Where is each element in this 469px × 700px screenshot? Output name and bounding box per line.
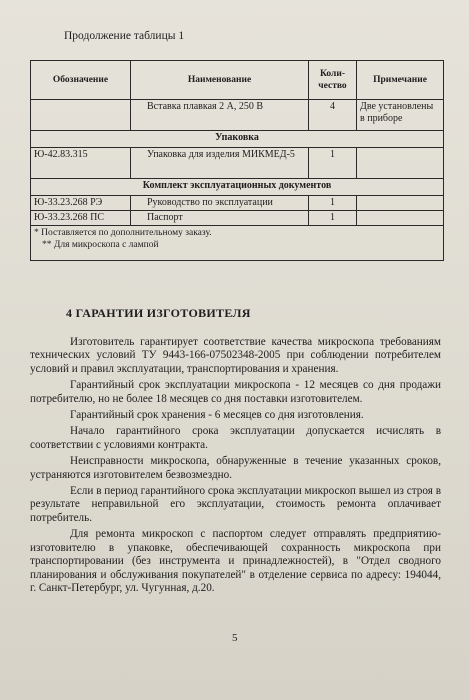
cell-designation: [31, 100, 131, 131]
header-name: Наименование: [131, 61, 309, 100]
paragraph: Неисправности микроскопа, обнаруженные в течение указанных сроков, устраняются изготовителем безвозмездно.: [30, 455, 441, 481]
cell-name: Упаковка для изделия МИКМЕД-5: [131, 148, 309, 179]
footnotes-cell: [31, 226, 444, 261]
cell-quantity: 1: [309, 211, 357, 226]
cell-quantity: 1: [309, 148, 357, 179]
cell-note: [357, 148, 444, 179]
warranty-text: [30, 336, 441, 598]
paragraph: Начало гарантийного срока эксплуатации допускается исчислять в соответствии с условиями контракта.: [30, 425, 441, 451]
cell-designation: Ю-33.23.268 ПС: [31, 211, 131, 226]
section-packaging: Упаковка: [31, 131, 444, 148]
table-row: [31, 211, 444, 226]
paragraph: Гарантийный срок эксплуатации микроскопа - 12 месяцев со дня продажи потребителю, но не более 18 месяцев со дня поставки изготовителем.: [30, 379, 441, 405]
table-section-row: [31, 179, 444, 196]
table-row: [31, 100, 444, 131]
paragraph: Гарантийный срок хранения - 6 месяцев со дня изготовления.: [70, 409, 364, 422]
table-continuation-caption: Продолжение таблицы 1: [64, 30, 185, 42]
cell-designation: Ю-33.23.268 РЭ: [31, 196, 131, 211]
table-footnote-row: [31, 226, 444, 261]
table-section-row: [31, 131, 444, 148]
section-docs: Комплект эксплуатационных документов: [31, 179, 444, 196]
footnote-optional-order: * Поставляется по дополнительному заказу.: [34, 228, 212, 238]
page-number: 5: [232, 632, 238, 644]
paragraph: Изготовитель гарантирует соответствие качества микроскопа требованиям технических условий ТУ 9443-166-07502348-2005 при соблюдении потребителем условий и правил эксплуатации, транспортирования и хранения.: [30, 336, 441, 375]
cell-name: Вставка плавкая 2 А, 250 В: [131, 100, 309, 131]
paragraph: Для ремонта микроскоп с паспортом следует отправлять предприятию-изготовителю в упаковке, обеспечивающей сохранность микроскопа при транспортировании (без инструмента и принадлежностей), в "Отдел сводного планирования и обслуживания покупателей" в отделение сервиса по адресу: 194044, г. Санкт-Петербург, ул. Чугунная, д.20.: [30, 528, 441, 594]
header-quantity: Коли- чество: [309, 61, 357, 100]
cell-name: Руководство по эксплуатации: [131, 196, 309, 211]
cell-note: [357, 211, 444, 226]
table-row: [31, 196, 444, 211]
paragraph: Если в период гарантийного срока эксплуатации микроскоп вышел из строя в результате неправильной его эксплуатации, стоимость ремонта оплачивает потребитель.: [30, 485, 441, 524]
header-note: Примечание: [357, 61, 444, 100]
section-heading: 4 ГАРАНТИИ ИЗГОТОВИТЕЛЯ: [66, 306, 251, 320]
footnote-lamp: ** Для микроскопа с лампой: [42, 240, 159, 250]
table-header-row: [31, 61, 444, 100]
cell-note: [357, 196, 444, 211]
cell-designation: Ю-42.83.315: [31, 148, 131, 179]
cell-name: Паспорт: [131, 211, 309, 226]
cell-quantity: 4: [309, 100, 357, 131]
cell-quantity: 1: [309, 196, 357, 211]
spec-table: [30, 60, 444, 261]
table-row: [31, 148, 444, 179]
cell-note: Две установлены в приборе: [357, 100, 444, 131]
header-designation: Обозначение: [31, 61, 131, 100]
